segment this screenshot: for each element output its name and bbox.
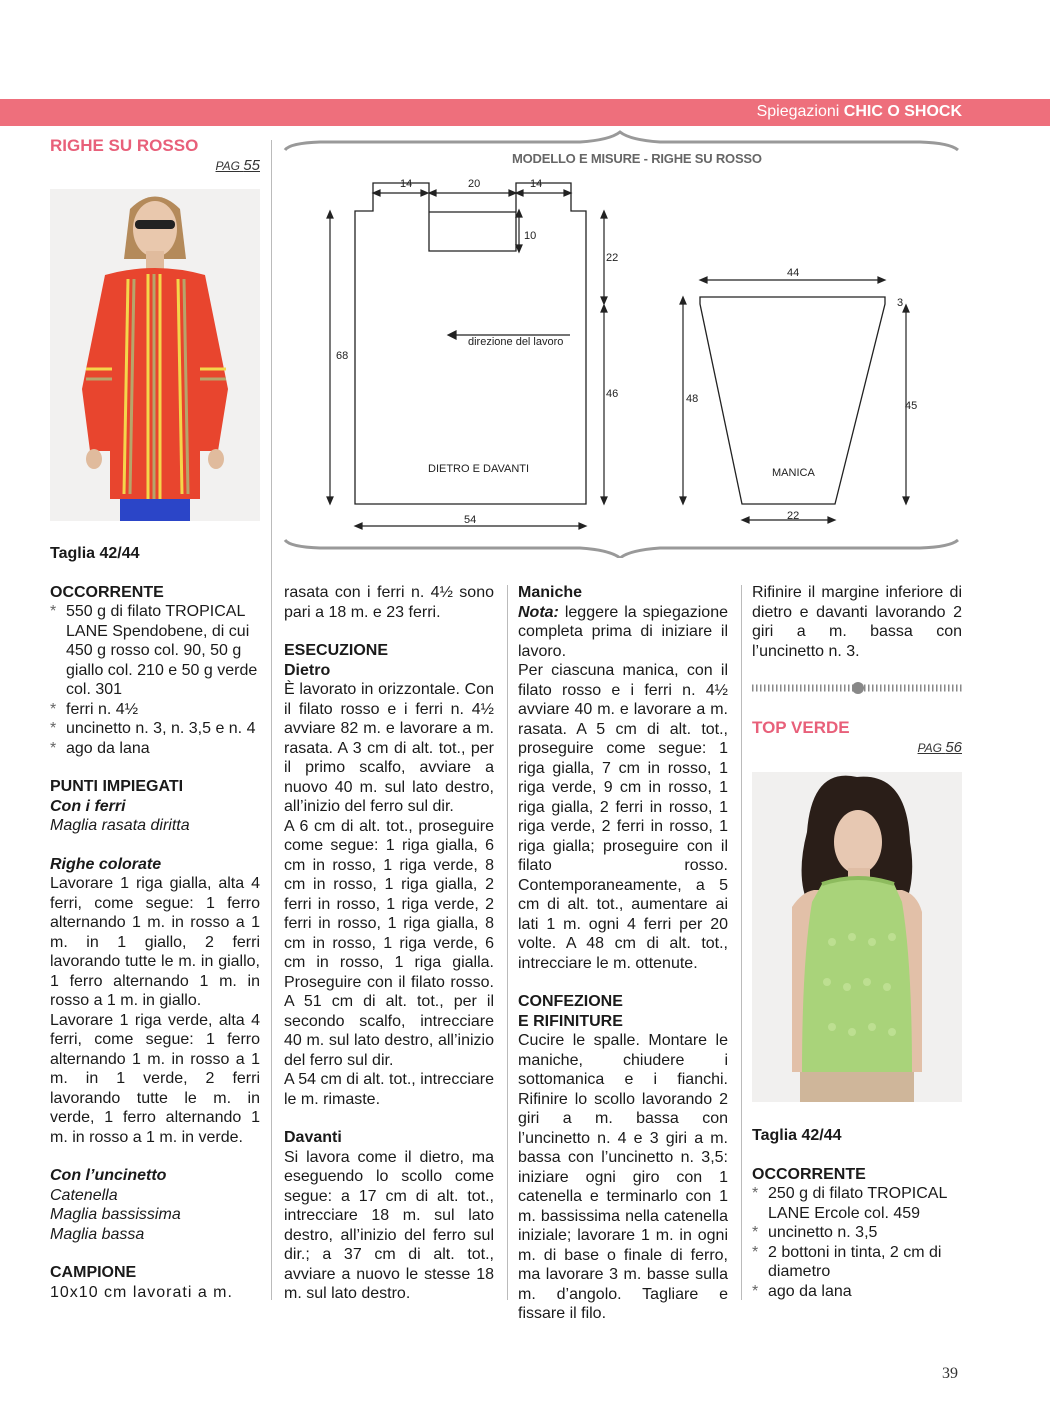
list-item: * 2 bottoni in tinta, 2 cm di diametro <box>752 1243 962 1282</box>
direction-label: direzione del lavoro <box>468 336 564 348</box>
column-4-top <box>752 718 962 758</box>
measure-label: 3 <box>897 297 904 309</box>
column-divider <box>507 585 508 1300</box>
column-3 <box>518 583 728 1324</box>
measure-label: 14 <box>530 178 543 190</box>
paragraph: A 54 cm di alt. tot., intrecciare le m. rimaste. <box>284 1071 494 1108</box>
measure-label: 54 <box>464 514 477 526</box>
measure-label: 48 <box>686 393 699 405</box>
piece-label: DIETRO E DAVANTI <box>428 463 530 475</box>
confezione-heading: CONFEZIONE <box>518 993 623 1010</box>
subheading: Con i ferri <box>50 797 126 815</box>
paragraph: A 6 cm di alt. tot., proseguire come segue: 1 riga gialla, 6 cm in rosso, 1 riga verde, 8 cm in rosso, 1 riga gialla, 2 ferri in rosso, 1 riga verde, 2 ferri in rosso, 1 riga gialla, 8 cm in rosso, 1 riga verde, 6 cm in rosso, 1 riga gialla. Proseguire con il filato rosso. A 51 cm di alt. tot., per il secondo scalfo, intrecciare 40 m. sul lato destro, all’inizio del ferro sul dir. <box>284 817 494 1069</box>
section-divider <box>752 681 962 693</box>
measure-label: 20 <box>468 178 481 190</box>
confezione-heading: E RIFINITURE <box>518 1012 623 1030</box>
list-item: * 550 g di filato TROPICAL LANE Spendobene, di cui 450 g rosso col. 90, 50 g giallo col. 210 e 50 g verde col. 301 <box>50 602 260 700</box>
subheading: Maniche <box>518 584 583 601</box>
column-2 <box>284 583 494 1304</box>
size-label: Taglia 42/44 <box>752 1127 842 1144</box>
paragraph: È lavorato in orizzontale. Con il filato rosso e i ferri n. 4½ avviare 82 m. e lavorare a m. rasata. A 3 cm di alt. tot., per il primo scalfo, avviare a nuovo 40 m. sul lato destro, all’inizio del ferro sul dir. <box>284 681 494 815</box>
occorrente-heading: OCCORRENTE <box>50 583 164 601</box>
page-reference[interactable]: PAG 56 <box>917 738 962 756</box>
list-item: * uncinetto n. 3,5 <box>752 1223 962 1243</box>
left-column <box>50 136 260 176</box>
list-item: * ferri n. 4½ <box>50 700 260 720</box>
list-item: * ago da lana <box>50 739 260 759</box>
diagram-title: MODELLO E MISURE - RIGHE SU ROSSO <box>512 151 762 166</box>
paragraph: Lavorare 1 riga verde, alta 4 ferri, come segue: 1 ferro alternando 1 m. in rosso a 1 m. in 1 verde, 2 ferri lavorando tutte le m. in verde, 1 ferro alternando 1 m. in rosso a 1 m. in verde. <box>50 1011 260 1146</box>
subheading: Davanti <box>284 1129 342 1146</box>
paragraph: Cucire le spalle. Montare le maniche, chiudere i sottomanica e i fianchi. Rifinire lo scollo lavorando 2 giri a m. bassa con l’uncinetto n. 4 e 3 giri a m. bassa con l’uncinetto n. 3,5: iniziare ogni giro con 1 catenella e terminarlo con 1 m. bassissima nella catenella iniziale; lavorare 1 m. in ogni m. di base o finale di ferro, ma lavorare 3 m. basse sulla m. d’angolo. Tagliare e fissare il filo. <box>518 1032 728 1322</box>
header-title: Spiegazioni CHIC O SHOCK <box>756 103 962 120</box>
punti-heading: PUNTI IMPIEGATI <box>50 778 184 795</box>
section-title: RIGHE SU ROSSO <box>50 136 199 155</box>
paragraph: Si lavora come il dietro, ma eseguendo lo scollo come segue: a 17 cm di alt. tot., intrecciare 18 m. sul lato destro, all’inizio del ferro sul dir.; a 37 cm di alt. tot., avviare a nuovo le stesse 18 m. sul lato destro. <box>284 1148 494 1302</box>
list-item: * uncinetto n. 3, n. 3,5 e n. 4 <box>50 719 260 739</box>
list-item: * ago da lana <box>752 1282 962 1302</box>
paragraph: Per ciascuna manica, con il filato rosso e i ferri n. 4½ avviare 40 m. e lavorare a m. rasata. A 5 cm di alt. tot., proseguire come segue: 1 riga gialla, 7 cm in rosso, 1 riga verde, 9 cm in rosso, 1 riga gialla, 2 ferri in rosso, 1 riga verde, 2 ferri in rosso, 1 riga gialla; proseguire con il filato rosso. Contemporaneamente, a 5 cm di alt. tot., aumentare ai lati 1 m. ogni 4 ferri per 20 volte. A 48 cm di alt. tot., intrecciare le m. ottenute. <box>518 662 728 972</box>
left-column-text <box>50 544 260 1302</box>
piece-label: MANICA <box>772 467 815 479</box>
measure-label: 22 <box>606 252 619 264</box>
subheading: Dietro <box>284 661 331 679</box>
green-top-photo <box>752 772 962 1102</box>
subheading: Righe colorate <box>50 855 162 873</box>
materials-list <box>50 602 260 758</box>
campione-heading: CAMPIONE <box>50 1264 137 1281</box>
measure-label: 22 <box>787 510 800 522</box>
materials-list <box>752 1184 962 1301</box>
occorrente-heading: OCCORRENTE <box>752 1165 866 1183</box>
stitch-name: Catenella <box>50 1186 118 1204</box>
stitch-name: Maglia bassissima <box>50 1206 181 1223</box>
diagram <box>280 128 960 558</box>
section-title: TOP VERDE <box>752 718 850 737</box>
subheading: Con l’uncinetto <box>50 1167 167 1184</box>
paragraph: rasata con i ferri n. 4½ sono pari a 18 m. e 23 ferri. <box>284 584 494 621</box>
size-label: Taglia 42/44 <box>50 545 140 562</box>
column-4-bottom <box>752 1126 962 1301</box>
paragraph: 10x10 cm lavorati a m. <box>50 1283 233 1301</box>
measure-label: 45 <box>905 400 918 412</box>
page-number: 39 <box>942 1365 958 1382</box>
paragraph: Rifinire il margine inferiore di dietro e davanti lavorando 2 giri a m. bassa con l’uncinetto n. 3. <box>752 584 962 660</box>
measure-label: 14 <box>400 178 413 190</box>
page-reference[interactable]: PAG 55 <box>215 156 260 174</box>
list-item: * 250 g di filato TROPICAL LANE Ercole col. 459 <box>752 1184 962 1223</box>
column-divider <box>271 140 272 1300</box>
measure-label: 46 <box>606 388 619 400</box>
stitch-name: Maglia rasata diritta <box>50 817 190 834</box>
column-4 <box>752 583 962 661</box>
stitch-name: Maglia bassa <box>50 1225 145 1243</box>
column-divider <box>741 585 742 1300</box>
sweater-photo <box>50 189 260 521</box>
paragraph: Nota: leggere la spiegazione completa prima di iniziare il lavoro. <box>518 603 728 660</box>
measure-label: 10 <box>524 230 537 242</box>
esecuzione-heading: ESECUZIONE <box>284 642 389 659</box>
paragraph: Lavorare 1 riga gialla, alta 4 ferri, come segue: 1 ferro alternando 1 m. in rosso a 1 m. in 1 giallo, 2 ferri lavorando tutte le m. in giallo, 1 ferro alternando 1 m. in rosso a 1 m. in giallo. <box>50 875 260 1009</box>
measure-label: 44 <box>787 267 800 279</box>
measure-label: 68 <box>336 350 349 362</box>
